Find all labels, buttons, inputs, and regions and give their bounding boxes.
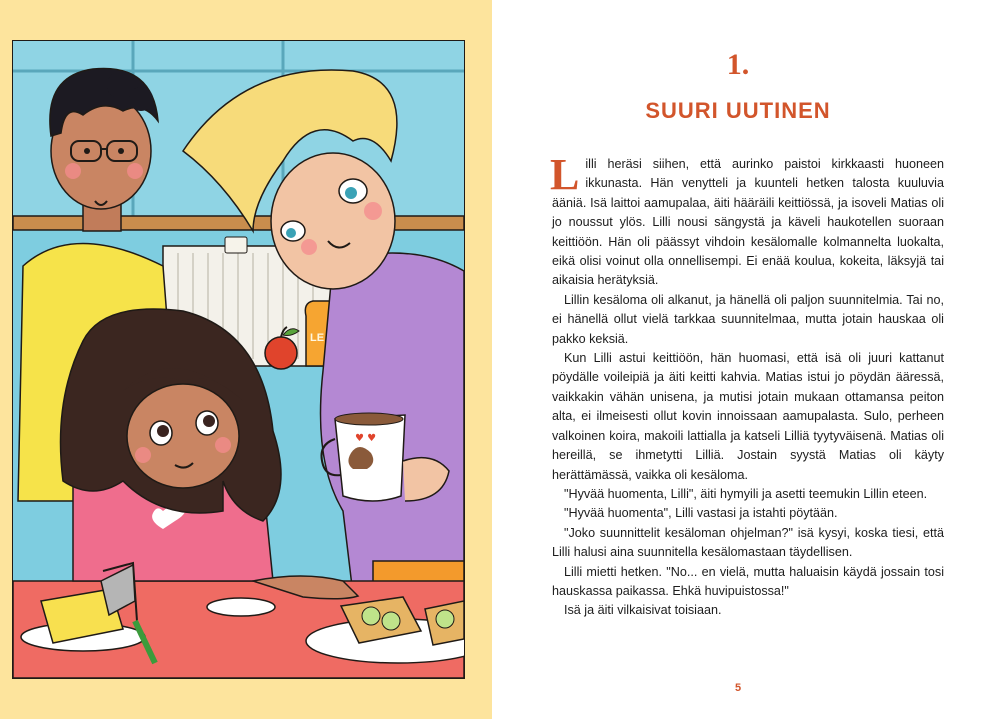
paragraph: "Joko suunnittelit kesäloman ohjelman?" isä kysyi, koska tiesi, että Lilli halusi aina suunnitella kesälomastaan täydellisen. xyxy=(552,525,944,560)
paragraph: Lillin kesäloma oli alkanut, ja hänellä oli paljon suunnitelmia. Tai no, ei hänellä ollut vielä tarkkaa suunnitelmaa, mutta jotain hauskaa oli pakko keksiä. xyxy=(552,292,944,346)
page-number: 5 xyxy=(734,682,742,694)
jar-label: LE xyxy=(310,332,325,344)
paragraph: Lilli heräsi siihen, että aurinko paistoi kirkkaasti huoneen ikkunasta. Hän venytteli ja kuunteli hetken talosta kuuluvia ääniä. Isä laittoi aamupalaa, äiti hääräili keittiössä, ja isoveli Matias oli jo noussut ylös. Lilli nousi sängystä ja käveli haukotellen suoraan keittiöön. Hän oli päässyt vihdoin kesälomalle kolmannelta luokalta, eikä olisi voinut olla onnellisempi. Ei enää koulua, kokeita, läksyjä tai aikaisia herätyksiä. xyxy=(550,150,944,288)
paragraph: Lilli mietti hetken. "No... en vielä, mutta haluaisin käydä jossain tosi hauskassa paikassa. Ehkä huvipuistossa!" xyxy=(552,564,944,598)
paragraph: Kun Lilli astui keittiöön, hän huomasi, että isä oli juuri kattanut pöydälle voileipiä ja äiti keitti kahvia. Matias istui jo pöydän ääressä, vaikkakin vähän unisena, ja mutisi jotain mukaan ottamansa peiton alta, ei ilmeisesti ollut kovin innoissaan aamupalasta. Sulo, perheen valkoinen koira, makoili lattialla ja katseli Lilliä tyytyväisenä. Matias oli hereillä, se ihmetytti Lilliä. Jostain syystä Matias oli käyty herättämässä, vaikka oli kesäloma. xyxy=(552,351,944,482)
paragraph: "Hyvää huomenta", Lilli vastasi ja istahti pöytään. xyxy=(564,506,838,521)
chapter-number: 1. xyxy=(726,48,750,81)
paragraph: Isä ja äiti vilkaisivat toisiaan. xyxy=(564,603,722,618)
svg-text:♥ ♥: ♥ ♥ xyxy=(355,433,377,444)
paragraph: "Hyvää huomenta, Lilli", äiti hymyili ja asetti teemukin Lillin eteen. xyxy=(564,486,928,501)
drop-cap: L xyxy=(550,150,580,199)
right-page xyxy=(492,0,984,719)
chapter-body xyxy=(550,150,944,621)
kitchen-illustration xyxy=(12,40,465,679)
chapter-title: SUURI UUTINEN xyxy=(645,98,831,123)
